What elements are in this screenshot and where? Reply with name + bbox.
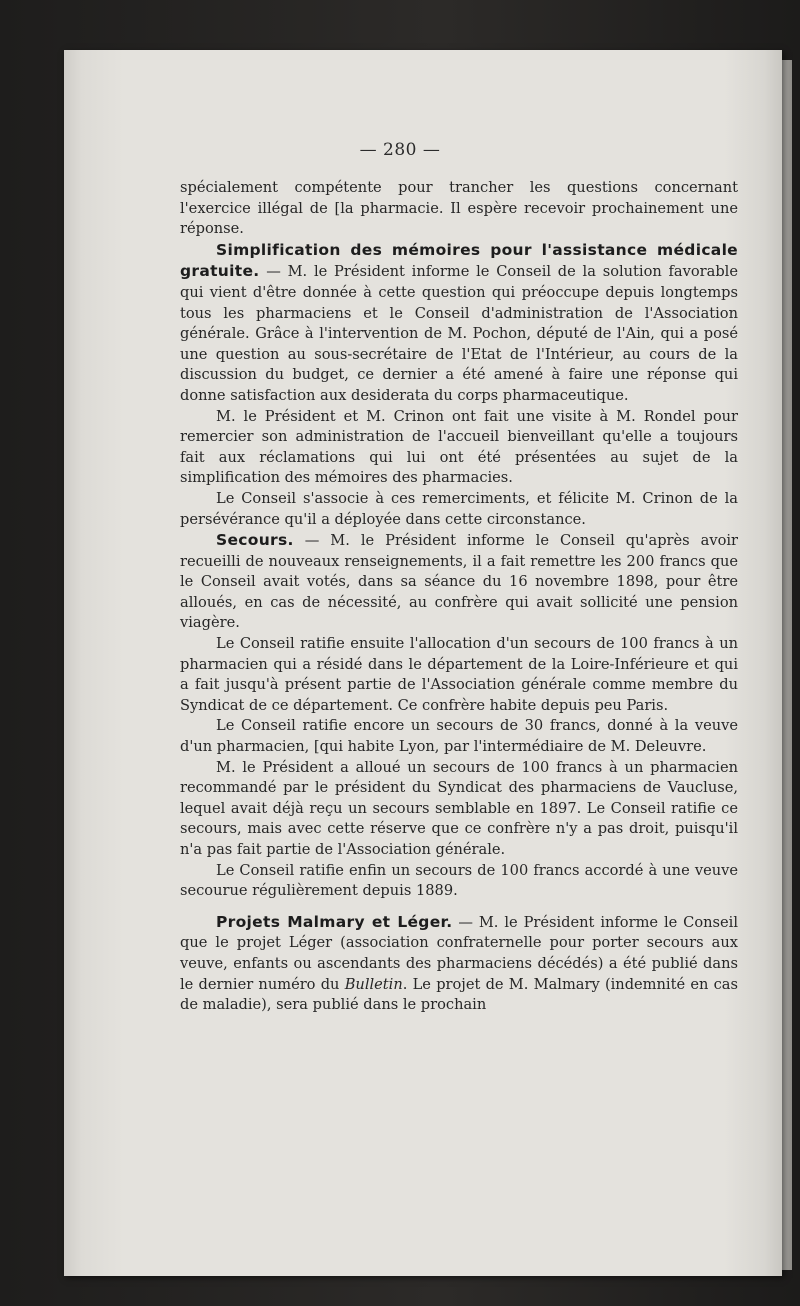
paragraph bbox=[180, 240, 738, 407]
paragraph bbox=[180, 912, 738, 1016]
paragraph bbox=[180, 489, 738, 530]
italic-title: Bulletin bbox=[344, 975, 403, 993]
paragraph-body: Le Conseil s'associe à ces remerciments, et félicite M. Crinon de la persévérance qu'il a déployée dans cette circonstance. bbox=[180, 489, 738, 528]
section-heading: Projets Malmary et Léger. bbox=[216, 912, 453, 931]
page-number: — 280 — bbox=[359, 140, 441, 160]
paragraph-body: Le Conseil ratifie encore un secours de 30 francs, donné à la veuve d'un pharmacien, [qui habite Lyon, par l'intermédiaire de M. Deleuvre. bbox=[180, 717, 738, 756]
paragraph bbox=[180, 407, 738, 489]
paragraph bbox=[180, 716, 738, 757]
paragraph-body: spécialement compétente pour trancher les questions concernant l'exercice illégal de [la pharmacie. Il espère recevoir prochainement une réponse. bbox=[180, 179, 738, 238]
paragraph bbox=[180, 530, 738, 634]
paragraph-body: . Le projet de M. Malmary (indemnité en cas de maladie), sera publié dans le prochain bbox=[180, 975, 738, 1014]
paragraph bbox=[180, 758, 738, 861]
page-text bbox=[180, 178, 738, 1016]
paragraph bbox=[180, 634, 738, 716]
paragraph bbox=[180, 861, 738, 902]
paragraph-body: M. le Président a alloué un secours de 100 francs à un pharmacien recommandé par le président du Syndicat des pharmaciens de Vaucluse, lequel avait déjà reçu un secours semblable en 1897. Le Conseil ratifie ce secours, mais avec cette réserve que ce confrère n'y a pas droit, puisqu'il n'a pas fait partie de l'Association générale. bbox=[180, 758, 738, 858]
section-heading: Simplification des mémoires pour l'assistance médicale gratuite. bbox=[180, 240, 738, 281]
paragraph-body: — M. le Président informe le Conseil que le projet Léger (association confraternelle pour porter secours aux veuve, enfants ou ascendants des pharmaciens décédés) a été publié dans le dernier numéro du bbox=[180, 913, 738, 993]
paragraph-body: Le Conseil ratifie enfin un secours de 100 francs accordé à une veuve secourue régulièrement depuis 1889. bbox=[180, 861, 738, 900]
paragraph-body: M. le Président et M. Crinon ont fait une visite à M. Rondel pour remercier son administration de l'accueil bienveillant qu'elle a toujours fait aux réclamations qui lui ont été présentées au sujet de la simplification des mémoires des pharmacies. bbox=[180, 407, 738, 487]
paragraph bbox=[180, 178, 738, 240]
section-heading: Secours. bbox=[216, 531, 294, 550]
paragraph-body: — M. le Président informe le Conseil de la solution favorable qui vient d'être donnée à cette question qui préoccupe depuis longtemps tous les pharmaciens et le Conseil d'administration de l'Association générale. Grâce à l'intervention de M. Pochon, député de l'Ain, qui a posé une question au sous-secrétaire de l'Etat de l'Intérieur, au cours de la discussion du budget, ce dernier a été amené à faire une réponse qui donne satisfaction aux desiderata du corps pharmaceutique. bbox=[180, 263, 738, 404]
paragraph-body: — M. le Président informe le Conseil qu'après avoir recueilli de nouveaux renseignements, il a fait remettre les 200 francs que le Conseil avait votés, dans sa séance du 16 novembre 1898, pour être alloués, en cas de nécessité, au confrère qui avait sollicité une pension viagère. bbox=[180, 532, 738, 632]
paragraph-body: Le Conseil ratifie ensuite l'allocation d'un secours de 100 francs à un pharmacien qui a résidé dans le département de la Loire-Inférieure et qui a fait jusqu'à présent partie de l'Association générale comme membre du Syndicat de ce département. Ce confrère habite depuis peu Paris. bbox=[180, 635, 738, 714]
